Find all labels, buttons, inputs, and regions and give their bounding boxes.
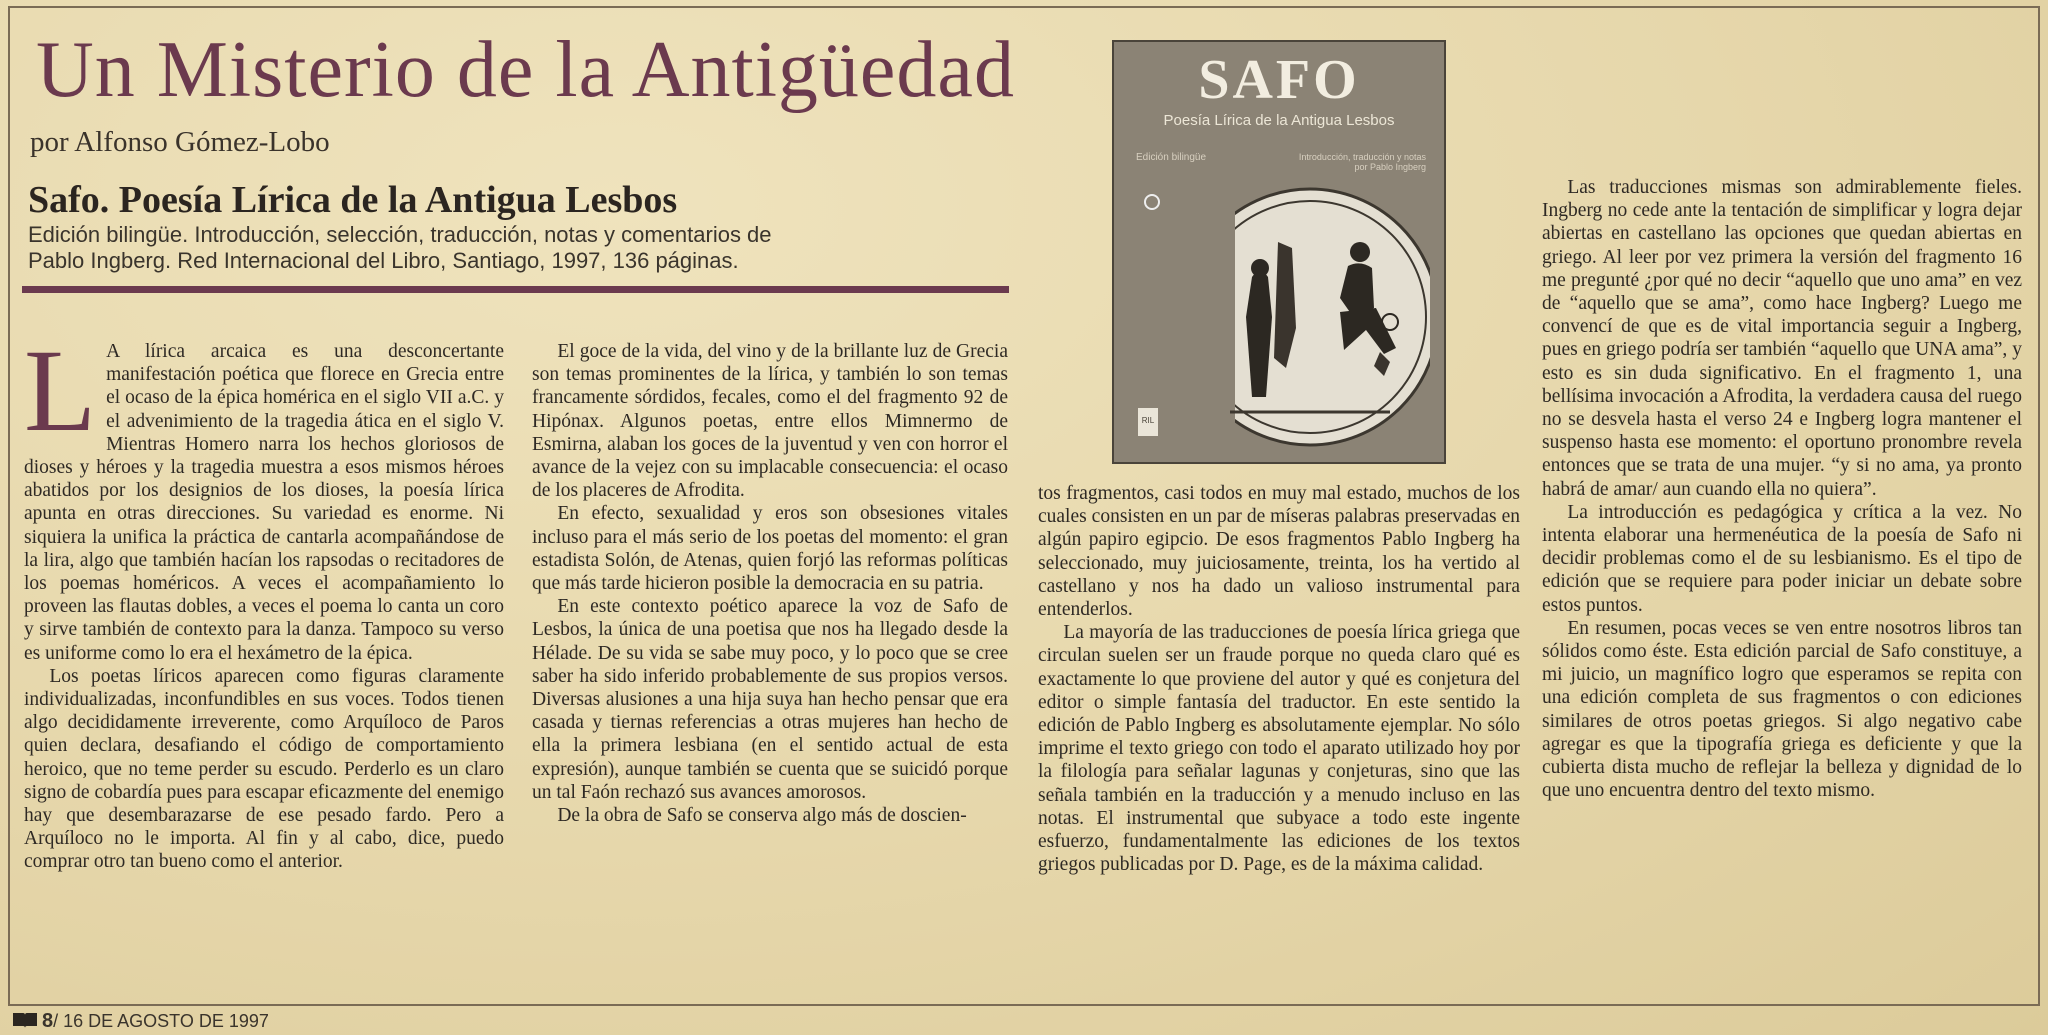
cover-subtitle: Poesía Lírica de la Antigua Lesbos <box>1163 112 1395 129</box>
article-title: Un Misterio de la Antigüedad <box>36 26 1015 114</box>
paragraph: En resumen, pocas veces se ven entre nosotros libros tan sólidos como éste. Esta edición parcial de Safo constituye, a mi juicio, un magnífico logro que esperamos se repita con una edición completa de sus fragmentos o con ediciones similares de otros poetas griegos. Si algo negativo cabe agregar es que la tipografía griega es deficiente y que la cubierta dista mucho de reflejar la belleza y dignidad de lo que uno encuentra dentro del texto mismo. <box>1542 617 2022 802</box>
issue-date: / 16 DE AGOSTO DE 1997 <box>53 1011 269 1031</box>
book-title: Safo. Poesía Lírica de la Antigua Lesbos <box>28 179 678 221</box>
paragraph: En efecto, sexualidad y eros son obsesiones vitales incluso para el más serio de los poetas del momento: el gran estadista Solón, de Atenas, quien forjó las reformas políticas que más tarde hicieron posible la democracia en su patria. <box>532 503 1008 595</box>
paragraph: De la obra de Safo se conserva algo más de doscien- <box>557 805 967 827</box>
article-column-3 <box>1038 482 1520 876</box>
paragraph: En este contexto poético aparece la voz de Safo de Lesbos, la única de una poetisa que nos ha llegado desde la Hélade. De su vida se sabe muy poco, y lo poco que se cree saber ha sido inferido probablemente de sus propios versos. Diversas alusiones a una hija suya han hecho pensar que era casada y tiernas referencias a otras mujeres han hecho de ella la primera lesbiana (en el sentido actual de esta expresión), aunque también se cuenta que se suicidó porque un tal Faón rechazó sus avances amorosos. <box>532 596 1008 803</box>
article-byline: por Alfonso Gómez-Lobo <box>30 126 330 158</box>
page-number: 8 <box>42 1010 54 1032</box>
page-footer <box>12 1010 269 1033</box>
paragraph: A lírica arcaica es una desconcertante manifestación poética que florece en Grecia entre el ocaso de la épica homérica en el siglo VII a.C. y el advenimiento de la tragedia ática en el siglo V. Mientras Homero narra los hechos gloriosos de dioses y héroes y la tragedia muestra a esos mismos héroes abatidos por los designios de los dioses, la poesía lírica apunta en otras direcciones. Su variedad es enorme. Ni siquiera la unifica la práctica de cantarla acompañándose de la lira, algo que también hacían los rapsodas o recitadores de los poemas homéricos. A veces el acompañamiento lo proveen las flautas dobles, a veces el poema lo canta un coro y sirve también de contexto para la danza. Tampoco su verso es uniforme como lo era el hexámetro de la épica. <box>24 341 504 664</box>
drop-cap: L <box>24 325 97 456</box>
header-rule <box>22 286 1009 293</box>
cover-title: SAFO <box>1198 49 1360 111</box>
paragraph: La mayoría de las traducciones de poesía lírica griega que circulan suelen ser un fraude porque no queda claro qué es exactamente lo que proviene del autor y qué es conjetura del editor o simple fantasía del traductor. En este sentido la edición de Pablo Ingberg es absolutamente ejemplar. No sólo imprime el texto griego con todo el aparato utilizado hoy por la filología para señalar lagunas y conjeturas, sino que las señala también en la traducción y a menudo incluso en las notas. El instrumental que subyace a todo este ingente esfuerzo, fundamentalmente las ediciones de los textos griegos publicadas por D. Page, es de la máxima calidad. <box>1038 622 1520 876</box>
open-book-icon <box>12 1011 38 1029</box>
paragraph: Las traducciones mismas son admirablemente fieles. Ingberg no cede ante la tentación de simplificar y logra dejar abiertas en castellano las opciones que quedan abiertas en griego. Al leer por vez primera la versión del fragmento 16 me pregunté ¿por qué no decir “aquello que uno ama” en vez de “aquello que se ama”, como hace Ingberg? Luego me convencí de que es de vital importancia seguir a Ingberg, pues en griego podría ser también “aquello que UNA ama”, y esto es sin duda significativo. En el fragmento 1, una bellísima invocación a Afrodita, la verdadera causa del ruego no se desvela hasta el verso 24 e Ingberg logra mantener el suspenso hasta ese momento: el oportuno pronombre revela entonces que se trata de una mujer. “y si no ama, ya pronto habrá de amar/ aun cuando ella no quiera”. <box>1542 177 2022 500</box>
paragraph: tos fragmentos, casi todos en muy mal estado, muchos de los cuales consisten en un par de míseras palabras preservadas en algún papiro egipcio. De esos fragmentos Pablo Ingberg ha seleccionado, muy juiciosamente, treinta, los ha vertido al castellano y nos ha dado un valioso instrumental para entenderlos. <box>1038 483 1520 621</box>
book-cover-image <box>1112 40 1446 464</box>
article-column-2 <box>532 340 1008 827</box>
cover-publisher-logo <box>1138 408 1158 436</box>
article-column-4 <box>1542 176 2022 802</box>
cover-edition: Edición bilingüe <box>1136 152 1207 163</box>
book-info: Edición bilingüe. Introducción, selección, traducción, notas y comentarios de Pablo Ingberg. Red Internacional del Libro, Santiago, 1997, 136 páginas. <box>28 222 772 273</box>
paragraph: El goce de la vida, del vino y de la brillante luz de Grecia son temas prominentes de la lírica, y también lo son temas francamente sórdidos, fecales, como el del fragmento 92 de Hipónax. Algunos poetas, entre ellos Mimnermo de Esmirna, alaban los goces de la juventud y ven con horror el avance de la vejez con su implacable consecuencia: el ocaso de los placeres de Afrodita. <box>532 341 1008 502</box>
cover-dot-icon <box>1144 194 1160 210</box>
cover-credits: Introducción, traducción y notas por Pablo Ingberg <box>1298 152 1426 172</box>
cover-logo-text: RIL <box>1141 416 1155 425</box>
paragraph: La introducción es pedagógica y crítica a la vez. No intenta elaborar una hermenéutica de la poesía de Safo ni decidir problemas como el de su lesbianismo. Es el tipo de edición que se requiere para poder iniciar un debate sobre estos puntos. <box>1542 501 2022 616</box>
cover-vase-illustration <box>1190 182 1430 452</box>
paragraph: Los poetas líricos aparecen como figuras claramente individualizadas, inconfundibles en sus voces. Todos tienen algo decididamente irreverente, como Arquíloco de Paros quien declara, desafiando el código de comportamiento heroico, que no teme perder su escudo. Perderlo es un claro signo de cobardía pues para escapar eficazmente del enemigo hay que desembarazarse de ese pesado fardo. Pero a Arquíloco no le importa. Al fin y al cabo, dice, puedo comprar otro tan bueno como el anterior. <box>24 665 504 873</box>
article-column-1 <box>24 325 504 874</box>
